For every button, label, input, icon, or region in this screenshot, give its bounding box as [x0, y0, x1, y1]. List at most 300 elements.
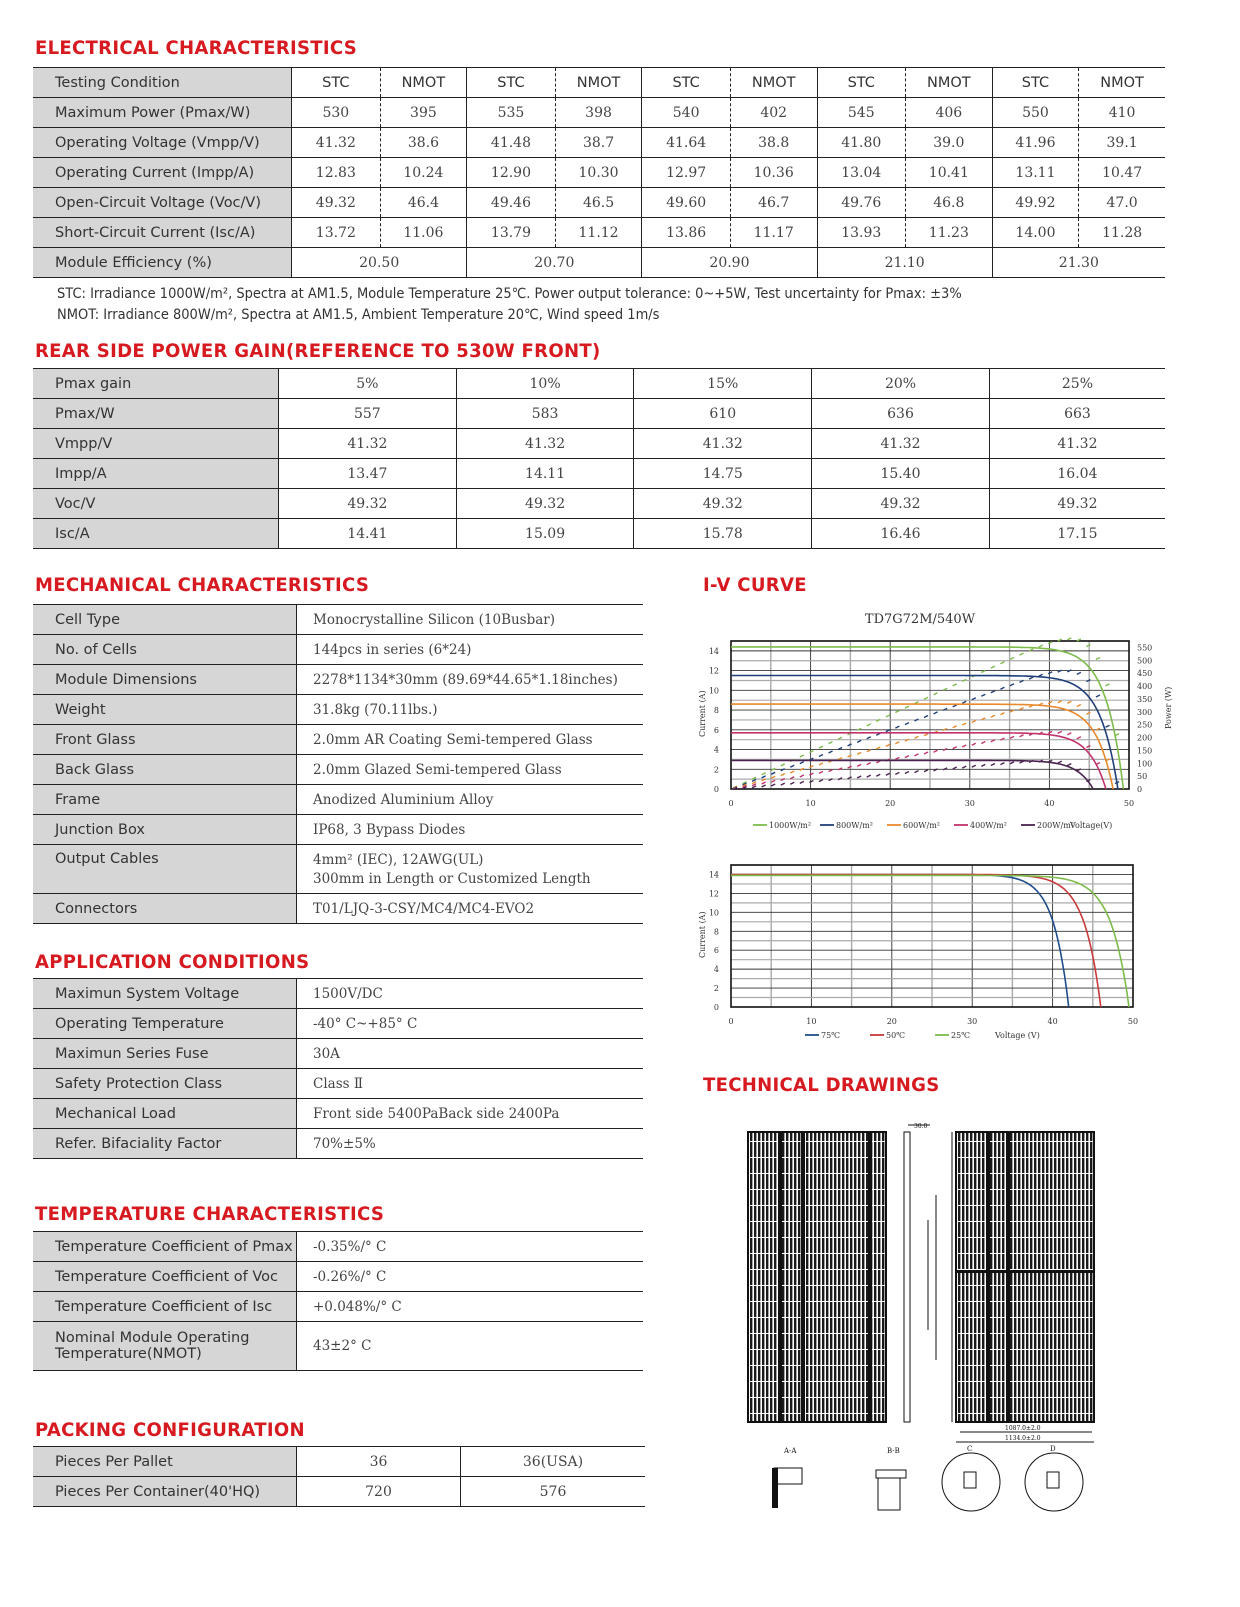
module-rear-view: [928, 1132, 1094, 1442]
cell-value: 46.8: [905, 188, 992, 218]
table-row: [33, 1447, 645, 1477]
cell-value: 11.17: [730, 218, 817, 248]
cell-value: 49.32: [989, 489, 1165, 519]
table-row: [33, 815, 643, 845]
table-row: [33, 725, 643, 755]
power-curve-dash: [838, 737, 842, 739]
row-value: 30A: [297, 1039, 644, 1069]
power-curve-dash: [809, 751, 813, 753]
x-axis-label: Voltage(V): [1070, 821, 1113, 830]
row-label: Junction Box: [33, 815, 297, 845]
efficiency-value: 21.10: [817, 248, 992, 278]
power-curve-dash: [771, 768, 775, 770]
row-label-line: Temperature(NMOT): [55, 1346, 202, 1362]
electrical-title: ELECTRICAL CHARACTERISTICS: [35, 37, 358, 59]
power-curve-dash: [1020, 708, 1024, 710]
cell-value: 16.46: [812, 519, 990, 549]
row-value: [297, 845, 644, 894]
cell-value: 398: [555, 98, 642, 128]
y-axis-label: Current (A): [698, 911, 707, 958]
row-value: 43±2° C: [297, 1322, 644, 1371]
cell-value: 39.1: [1079, 128, 1165, 158]
legend-label: 600W/m²: [903, 821, 940, 830]
power-curve-dash: [1067, 701, 1071, 703]
row-value: 1500V/DC: [297, 979, 644, 1009]
cell-value: 41.64: [642, 128, 730, 158]
row-label: Operating Current (Impp/A): [33, 158, 292, 188]
power-curve-dash: [905, 756, 909, 758]
power-curve-dash: [800, 781, 804, 783]
cell-value: 36(USA): [461, 1447, 646, 1477]
power-curve-dash: [895, 726, 899, 728]
y2-tick-label: 550: [1137, 643, 1153, 653]
y2-tick-label: 300: [1137, 707, 1153, 717]
technical-drawings-title: TECHNICAL DRAWINGS: [703, 1074, 940, 1096]
power-curve-dash: [1096, 695, 1100, 697]
power-curve-dash: [771, 772, 775, 774]
series-line-4: [731, 760, 1093, 789]
power-curve-dash: [981, 694, 985, 696]
row-label: Open-Circuit Voltage (Voc/V): [33, 188, 292, 218]
cell-value: 557: [279, 399, 457, 429]
table-row: [33, 1099, 643, 1129]
row-value: -40° C~+85° C: [297, 1009, 644, 1039]
cell-value: 41.32: [456, 429, 634, 459]
cell-value: 14.00: [992, 218, 1079, 248]
row-label: Mechanical Load: [33, 1099, 297, 1129]
cell-value: 11.28: [1079, 218, 1165, 248]
row-label: Temperature Coefficient of Voc: [33, 1262, 297, 1292]
table-row: [33, 894, 643, 924]
table-row: [33, 459, 1165, 489]
power-curve-dash: [924, 752, 928, 754]
cell-value: 49.32: [812, 489, 990, 519]
condition-header: STC: [992, 68, 1079, 98]
table-row: [33, 188, 1165, 218]
condition-header: STC: [292, 68, 380, 98]
application-table: [33, 978, 643, 1159]
power-curve-dash: [1020, 735, 1024, 737]
x-axis-label: Voltage (V): [995, 1031, 1040, 1040]
cell-value: 49.32: [634, 489, 812, 519]
efficiency-row: [33, 248, 1165, 278]
power-curve-dash: [905, 706, 909, 708]
power-curve-dash: [1048, 672, 1052, 674]
power-curve-dash: [829, 742, 833, 744]
power-curve-dash: [972, 698, 976, 700]
cell-value: 38.7: [555, 128, 642, 158]
power-curve-dash: [819, 771, 823, 773]
width-inner-label: 1087.0±2.0: [1005, 1425, 1041, 1432]
power-curve-dash: [1010, 762, 1014, 764]
cell-value: 410: [1079, 98, 1165, 128]
cell-value: 540: [642, 98, 730, 128]
row-label: Operating Temperature: [33, 1009, 297, 1039]
width-outer-label: 1134.0±2.0: [1005, 1435, 1041, 1442]
power-curve-dash: [962, 766, 966, 768]
row-label: Impp/A: [33, 459, 279, 489]
power-curve-dash: [1029, 677, 1033, 679]
cell-value: 576: [461, 1477, 646, 1507]
row-label: Testing Condition: [33, 68, 292, 98]
power-curve-dash: [914, 719, 918, 721]
power-curve-dash: [867, 724, 871, 726]
power-curve-dash: [1010, 684, 1014, 686]
row-label: Isc/A: [33, 519, 279, 549]
y2-tick-label: 500: [1137, 656, 1153, 666]
packing-title: PACKING CONFIGURATION: [35, 1419, 305, 1441]
row-label: Temperature Coefficient of Isc: [33, 1292, 297, 1322]
power-curve-dash: [800, 768, 804, 770]
cell-value: 46.4: [380, 188, 467, 218]
power-curve-dash: [972, 721, 976, 723]
power-curve-dash: [1106, 725, 1110, 727]
power-curve-dash: [1010, 657, 1014, 659]
power-curve-dash: [1077, 672, 1081, 674]
y-tick-label: 0: [713, 1003, 719, 1012]
y-tick-label: 10: [708, 686, 719, 696]
power-curve-dash: [991, 666, 995, 668]
cell-value: 406: [905, 98, 992, 128]
cell-value: 535: [467, 98, 555, 128]
electrical-table: [33, 67, 1165, 278]
cell-value: 13.86: [642, 218, 730, 248]
cell-value: 12.90: [467, 158, 555, 188]
power-curve-dash: [867, 737, 871, 739]
power-curve-dash: [790, 765, 794, 767]
detail-d-label: D: [1050, 1445, 1056, 1453]
row-label: Output Cables: [33, 845, 297, 894]
power-curve-dash: [800, 755, 804, 757]
power-curve-dash: [953, 705, 957, 707]
condition-header: NMOT: [1079, 68, 1165, 98]
y2-tick-label: 200: [1137, 733, 1153, 743]
cell-value: 610: [634, 399, 812, 429]
y2-tick-label: 450: [1137, 669, 1153, 679]
power-curve-dash: [1067, 638, 1071, 640]
cell-value: 550: [992, 98, 1079, 128]
table-row: [33, 1477, 645, 1507]
cell-value: 10.24: [380, 158, 467, 188]
y2-axis-label: Power (W): [1164, 686, 1173, 729]
row-value: Front side 5400PaBack side 2400Pa: [297, 1099, 644, 1129]
power-curve-dash: [1000, 662, 1004, 664]
cell-value: 49.60: [642, 188, 730, 218]
power-curve-dash: [1067, 733, 1071, 735]
row-label: No. of Cells: [33, 635, 297, 665]
nmot-note: NMOT: Irradiance 800W/m², Spectra at AM1.5, Ambient Temperature 20℃, Wind speed 1m/s: [57, 307, 660, 323]
power-curve-dash: [943, 749, 947, 751]
row-value: IP68, 3 Bypass Diodes: [297, 815, 644, 845]
power-curve-dash: [1048, 702, 1052, 704]
power-curve-dash: [1115, 782, 1119, 784]
power-curve-dash: [1010, 736, 1014, 738]
power-curve-dash: [953, 726, 957, 728]
x-tick-label: 0: [728, 799, 734, 808]
cell-value: 545: [817, 98, 905, 128]
power-curve-dash: [1058, 761, 1062, 763]
cell-value: 41.32: [279, 429, 457, 459]
y-tick-label: 10: [708, 908, 719, 918]
cell-value: 46.7: [730, 188, 817, 218]
power-curve-dash: [800, 762, 804, 764]
cell-value: 49.32: [292, 188, 380, 218]
table-row: [33, 1322, 643, 1371]
power-curve-dash: [809, 780, 813, 782]
table-row: [33, 1009, 643, 1039]
row-label: Module Dimensions: [33, 665, 297, 695]
cell-value: 14.41: [279, 519, 457, 549]
row-value: -0.35%/° C: [297, 1232, 644, 1262]
row-label: Front Glass: [33, 725, 297, 755]
row-label: Pmax/W: [33, 399, 279, 429]
cell-value: 583: [456, 399, 634, 429]
cell-value: 15%: [634, 369, 812, 399]
power-curve-dash: [819, 780, 823, 782]
series-line-2: [731, 704, 1113, 789]
power-curve-dash: [762, 776, 766, 778]
power-curve-dash: [981, 742, 985, 744]
power-curve-dash: [953, 767, 957, 769]
cell-value: 663: [989, 399, 1165, 429]
table-row: [33, 1292, 643, 1322]
temperature-table: [33, 1231, 643, 1371]
row-label: Connectors: [33, 894, 297, 924]
power-curve-dash: [1020, 653, 1024, 655]
table-row: [33, 369, 1165, 399]
power-curve-dash: [924, 770, 928, 772]
power-curve-dash: [1039, 674, 1043, 676]
row-label-line: Nominal Module Operating: [55, 1330, 250, 1346]
power-curve-dash: [905, 723, 909, 725]
cell-value: 10.47: [1079, 158, 1165, 188]
power-curve-dash: [1058, 731, 1062, 733]
table-row: [33, 1039, 643, 1069]
y2-tick-label: 350: [1137, 694, 1153, 704]
cell-value: 49.92: [992, 188, 1079, 218]
application-title: APPLICATION CONDITIONS: [35, 951, 310, 973]
series-line-0: [731, 647, 1123, 789]
y-axis-label: Current (A): [698, 690, 707, 737]
mechanical-table: [33, 604, 643, 924]
power-curve-dash: [867, 775, 871, 777]
table-row: [33, 695, 643, 725]
power-curve-dash: [790, 771, 794, 773]
power-curve-dash: [991, 715, 995, 717]
section-a-a: [772, 1447, 802, 1508]
cell-value: 41.96: [992, 128, 1079, 158]
power-curve-dash: [934, 693, 938, 695]
row-value: 2278*1134*30mm (89.69*44.65*1.18inches): [297, 665, 644, 695]
power-curve-dash: [1048, 731, 1052, 733]
power-curve-dash: [790, 777, 794, 779]
power-curve-dash: [991, 763, 995, 765]
power-curve-dash: [829, 751, 833, 753]
row-label: Maximun Series Fuse: [33, 1039, 297, 1069]
legend-label: 400W/m²: [970, 821, 1007, 830]
cell-value: 39.0: [905, 128, 992, 158]
power-curve-dash: [876, 774, 880, 776]
power-curve-dash: [819, 746, 823, 748]
row-label: Refer. Bifaciality Factor: [33, 1129, 297, 1159]
cell-value: 41.32: [812, 429, 990, 459]
chart-title: TD7G72M/540W: [864, 612, 976, 627]
efficiency-value: 20.90: [642, 248, 817, 278]
row-label: Vmpp/V: [33, 429, 279, 459]
power-curve-dash: [781, 783, 785, 785]
row-label: Maximun System Voltage: [33, 979, 297, 1009]
cell-value: 49.32: [456, 489, 634, 519]
cell-value: 41.32: [292, 128, 380, 158]
y-tick-label: 8: [713, 927, 719, 937]
table-row: [33, 1232, 643, 1262]
efficiency-value: 21.30: [992, 248, 1165, 278]
power-curve-dash: [1077, 737, 1081, 739]
cell-value: 720: [297, 1477, 461, 1507]
power-curve-dash: [924, 715, 928, 717]
legend-label: 800W/m²: [836, 821, 873, 830]
power-curve-dash: [953, 747, 957, 749]
y-tick-label: 12: [708, 889, 719, 899]
power-curve-dash: [781, 774, 785, 776]
power-curve-dash: [819, 755, 823, 757]
cell-value: 11.12: [555, 218, 642, 248]
power-curve-dash: [981, 764, 985, 766]
cell-value: 11.06: [380, 218, 467, 248]
rear-gain-table: [33, 368, 1165, 549]
row-value: Anodized Aluminium Alloy: [297, 785, 644, 815]
cell-value: 36: [297, 1447, 461, 1477]
row-label: Maximum Power (Pmax/W): [33, 98, 292, 128]
cell-value: 13.93: [817, 218, 905, 248]
header-row: [33, 68, 1165, 98]
power-curve-dash: [857, 752, 861, 754]
x-tick-label: 30: [964, 799, 975, 808]
power-curve-dash: [829, 770, 833, 772]
power-curve-dash: [1106, 684, 1110, 686]
power-curve-dash: [857, 740, 861, 742]
cell-value: 402: [730, 98, 817, 128]
power-curve-dash: [914, 771, 918, 773]
legend-label: 50℃: [886, 1031, 906, 1040]
y2-tick-label: 250: [1137, 720, 1153, 730]
row-label: Back Glass: [33, 755, 297, 785]
power-curve-dash: [953, 684, 957, 686]
cell-value: 41.32: [989, 429, 1165, 459]
x-tick-label: 20: [886, 1017, 897, 1026]
power-curve-dash: [895, 772, 899, 774]
row-label: Cell Type: [33, 605, 297, 635]
row-value-line: 4mm² (IEC), 12AWG(UL): [313, 851, 484, 868]
row-value: -0.26%/° C: [297, 1262, 644, 1292]
power-curve-dash: [867, 750, 871, 752]
power-curve-dash: [886, 715, 890, 717]
table-row: [33, 158, 1165, 188]
y-tick-label: 14: [708, 646, 719, 656]
cell-value: 46.5: [555, 188, 642, 218]
cell-value: 16.04: [989, 459, 1165, 489]
x-tick-label: 40: [1044, 799, 1055, 808]
power-curve-dash: [886, 773, 890, 775]
condition-header: NMOT: [380, 68, 467, 98]
cell-value: 12.83: [292, 158, 380, 188]
cell-value: 47.0: [1079, 188, 1165, 218]
row-value: 31.8kg (70.11lbs.): [297, 695, 644, 725]
row-label: Pieces Per Container(40'HQ): [33, 1477, 297, 1507]
section-b-label: B-B: [887, 1447, 900, 1455]
power-curve-dash: [1096, 763, 1100, 765]
power-curve-dash: [1000, 687, 1004, 689]
power-curve-dash: [895, 711, 899, 713]
table-row: [33, 665, 643, 695]
y-tick-label: 4: [713, 965, 719, 975]
power-curve-dash: [867, 763, 871, 765]
legend-label: 75℃: [821, 1031, 841, 1040]
row-value: Monocrystalline Silicon (10Busbar): [297, 605, 644, 635]
row-value: 2.0mm AR Coating Semi-tempered Glass: [297, 725, 644, 755]
row-value: +0.048%/° C: [297, 1292, 644, 1322]
condition-header: STC: [642, 68, 730, 98]
y-tick-label: 6: [713, 946, 719, 956]
iv-curve-chart-irradiance: [695, 605, 1175, 835]
cell-value: 13.47: [279, 459, 457, 489]
row-value: 144pcs in series (6*24): [297, 635, 644, 665]
detail-c-label: C: [967, 1445, 973, 1453]
cell-value: 13.11: [992, 158, 1079, 188]
legend-label: 25℃: [951, 1031, 971, 1040]
cell-value: 15.40: [812, 459, 990, 489]
row-label: Operating Voltage (Vmpp/V): [33, 128, 292, 158]
y2-tick-label: 0: [1137, 785, 1143, 794]
cell-value: 13.04: [817, 158, 905, 188]
legend-label: 1000W/m²: [769, 821, 812, 830]
condition-header: NMOT: [555, 68, 642, 98]
power-curve-dash: [1039, 645, 1043, 647]
detail-c: [942, 1445, 1000, 1511]
x-tick-label: 10: [806, 1017, 817, 1026]
row-label: Pmax gain: [33, 369, 279, 399]
row-value: T01/LJQ-3-CSY/MC4/MC4-EVO2: [297, 894, 644, 924]
row-label: Pieces Per Pallet: [33, 1447, 297, 1477]
row-label: Module Efficiency (%): [33, 248, 292, 278]
table-row: [33, 128, 1165, 158]
cell-value: 14.11: [456, 459, 634, 489]
power-curve-dash: [876, 747, 880, 749]
power-curve-dash: [1067, 764, 1071, 766]
cell-value: 38.8: [730, 128, 817, 158]
detail-d: [1025, 1445, 1083, 1511]
condition-header: STC: [817, 68, 905, 98]
table-row: [33, 98, 1165, 128]
cell-value: 20%: [812, 369, 990, 399]
cell-value: 25%: [989, 369, 1165, 399]
iv-curve-chart-temperature: [695, 855, 1175, 1045]
table-row: [33, 1262, 643, 1292]
cell-value: 41.80: [817, 128, 905, 158]
y2-tick-label: 100: [1137, 759, 1153, 769]
power-curve-dash: [895, 742, 899, 744]
x-tick-label: 50: [1123, 799, 1135, 808]
power-curve-dash: [771, 776, 775, 778]
y-tick-label: 2: [713, 984, 719, 994]
x-tick-label: 10: [805, 799, 816, 808]
row-label: Weight: [33, 695, 297, 725]
cell-value: 5%: [279, 369, 457, 399]
power-curve-dash: [905, 772, 909, 774]
power-curve-dash: [809, 766, 813, 768]
power-curve-dash: [762, 782, 766, 784]
cell-value: 13.72: [292, 218, 380, 248]
